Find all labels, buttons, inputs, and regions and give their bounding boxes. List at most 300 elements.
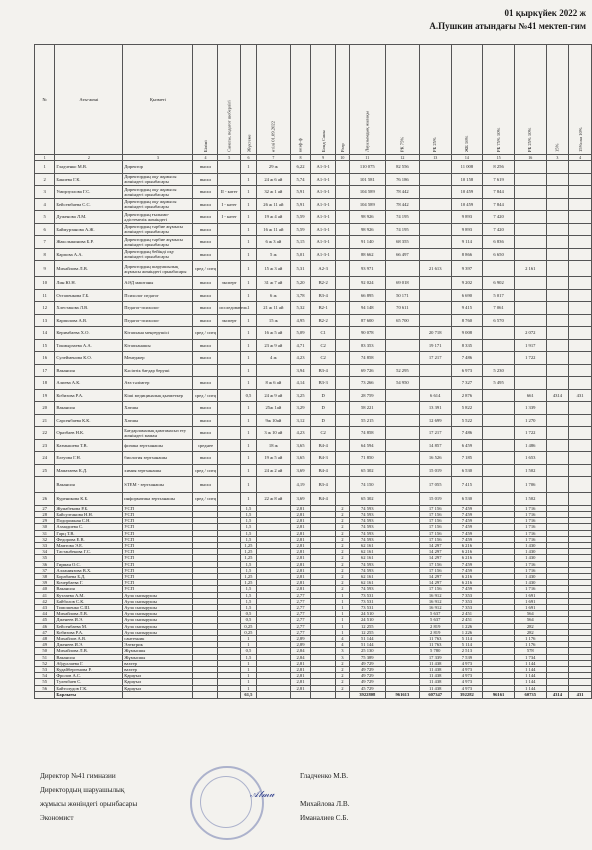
table-cell: 49 bbox=[35, 642, 55, 648]
table-cell: 2 bbox=[336, 586, 350, 592]
table-cell: Фролов А.С. bbox=[55, 673, 123, 679]
table-cell: Елеуова Г.Н. bbox=[55, 452, 123, 465]
table-cell: Кудайбергенова Р. bbox=[55, 666, 123, 672]
table-cell bbox=[483, 414, 515, 427]
table-cell: 11 438 bbox=[419, 666, 451, 672]
table-cell: 74 593 bbox=[349, 524, 385, 530]
table-cell: 1 716 bbox=[514, 536, 546, 542]
table-cell: 25ж 1ай bbox=[256, 402, 290, 415]
table-cell: эксперт bbox=[218, 277, 241, 290]
table-cell: В4-4 bbox=[311, 439, 336, 452]
table-cell: 1 722 bbox=[514, 427, 546, 440]
table-cell: Кітапхана меңгерушісі bbox=[123, 327, 193, 340]
table-cell: 110 075 bbox=[349, 161, 385, 174]
table-cell bbox=[385, 261, 419, 277]
table-cell: 33 bbox=[35, 542, 55, 548]
table-cell: 1 bbox=[336, 604, 350, 610]
table-cell: 87 600 bbox=[349, 314, 385, 327]
table-cell bbox=[218, 464, 241, 477]
table-cell: 16 ж 11 ай bbox=[256, 223, 290, 236]
table-cell: 578 bbox=[514, 648, 546, 654]
column-header: ЖБ 16% bbox=[451, 45, 483, 155]
table-cell: 6 216 bbox=[451, 573, 483, 579]
table-cell bbox=[419, 161, 451, 174]
table-cell: 78 442 bbox=[385, 186, 419, 199]
table-cell bbox=[546, 414, 569, 427]
table-cell: 9 893 bbox=[451, 223, 483, 236]
table-cell: 32 ж 1 ай bbox=[256, 186, 290, 199]
totals-cell bbox=[218, 691, 241, 698]
table-cell: 7 459 bbox=[451, 511, 483, 517]
table-cell: 2 bbox=[336, 679, 350, 685]
table-cell: 1 bbox=[241, 314, 257, 327]
table-cell: 74 593 bbox=[349, 561, 385, 567]
column-number: 15 bbox=[483, 155, 515, 161]
table-cell: 7 061 bbox=[483, 302, 515, 315]
table-cell: 4 973 bbox=[451, 660, 483, 666]
table-cell: 1 bbox=[241, 352, 257, 365]
table-cell: 74 593 bbox=[349, 530, 385, 536]
table-cell: В3-4 bbox=[311, 477, 336, 493]
table-cell bbox=[546, 477, 569, 493]
table-cell: 16 526 bbox=[419, 452, 451, 465]
table-cell: 66 497 bbox=[385, 248, 419, 261]
table-cell: 3,69 bbox=[290, 464, 310, 477]
table-cell: 17 156 bbox=[419, 567, 451, 573]
table-cell: Хатшы bbox=[123, 414, 193, 427]
table-cell bbox=[569, 302, 592, 315]
table-cell: 1 bbox=[241, 414, 257, 427]
table-cell: Токмырзаева А.А. bbox=[55, 339, 123, 352]
table-cell: 27 bbox=[35, 505, 55, 511]
table-cell: 62 161 bbox=[349, 542, 385, 548]
table-cell: 21 bbox=[35, 414, 55, 427]
table-cell: 2 513 bbox=[451, 648, 483, 654]
column-number: 7 bbox=[256, 155, 290, 161]
table-cell bbox=[218, 364, 241, 377]
table-cell bbox=[218, 477, 241, 493]
table-cell: 1,5 bbox=[241, 586, 257, 592]
table-cell: 431 bbox=[569, 389, 592, 402]
totals-cell: 961613 bbox=[385, 691, 419, 698]
table-cell: 55 bbox=[35, 679, 55, 685]
table-cell: Директордың тәрбие жұмысы жөніндегі орынбасары bbox=[123, 223, 193, 236]
table-cell bbox=[336, 277, 350, 290]
table-cell: 1 691 bbox=[514, 592, 546, 598]
table-cell: 104 589 bbox=[349, 186, 385, 199]
column-number: 14 bbox=[451, 155, 483, 161]
table-cell bbox=[514, 314, 546, 327]
column-header: РБ 75% 10% bbox=[483, 45, 515, 155]
table-cell: 18 ж bbox=[256, 439, 290, 452]
table-cell: 17 217 bbox=[419, 427, 451, 440]
table-cell bbox=[419, 198, 451, 211]
table-cell: 25 bbox=[35, 464, 55, 477]
table-row bbox=[35, 327, 592, 340]
table-cell: 10 bbox=[35, 277, 55, 290]
table-cell: высш bbox=[193, 402, 218, 415]
table-cell bbox=[546, 173, 569, 186]
table-cell bbox=[336, 198, 350, 211]
table-cell: 1 bbox=[241, 377, 257, 390]
handwritten-signature: 𝒜𝓁𝓂𝓊 bbox=[250, 790, 275, 800]
table-cell: Куреникова К.Б. bbox=[55, 493, 123, 506]
table-cell: 1,5 bbox=[241, 654, 257, 660]
table-cell: 5 495 bbox=[483, 377, 515, 390]
table-cell: 5,74 bbox=[290, 173, 310, 186]
table-cell: 3,25 bbox=[290, 389, 310, 402]
table-cell: Аула сыпырушы bbox=[123, 629, 193, 635]
table-cell: Лин Ю.Н. bbox=[55, 277, 123, 290]
column-header: Қызметі bbox=[123, 45, 193, 155]
table-cell: Директордың бейінді оқу жөніндегі орынбасары bbox=[123, 248, 193, 261]
table-cell: 2 bbox=[336, 685, 350, 691]
table-row bbox=[35, 364, 592, 377]
table-cell: 9 202 bbox=[451, 277, 483, 290]
table-cell: 73 266 bbox=[349, 377, 385, 390]
table-cell bbox=[569, 289, 592, 302]
table-cell: 1,5 bbox=[241, 604, 257, 610]
totals-cell: 607347 bbox=[419, 691, 451, 698]
table-cell: 1 430 bbox=[514, 549, 546, 555]
table-cell: 62 161 bbox=[349, 573, 385, 579]
column-number: 12 bbox=[385, 155, 419, 161]
table-cell: 5 017 bbox=[483, 289, 515, 302]
table-cell: 1,5 bbox=[241, 505, 257, 511]
table-cell bbox=[336, 439, 350, 452]
table-cell: 2 bbox=[336, 505, 350, 511]
table-cell: 6 ж 3 ай bbox=[256, 236, 290, 249]
table-cell: сред / спец bbox=[193, 493, 218, 506]
table-cell bbox=[569, 314, 592, 327]
table-cell: сантехник bbox=[123, 635, 193, 641]
column-header: коэф-ф bbox=[290, 45, 310, 155]
table-cell bbox=[483, 402, 515, 415]
table-cell bbox=[336, 427, 350, 440]
table-cell: 1 734 bbox=[514, 654, 546, 660]
table-cell: 17 156 bbox=[419, 586, 451, 592]
table-cell: 19 ж 5 ай bbox=[256, 452, 290, 465]
table-cell: 1 bbox=[241, 223, 257, 236]
table-cell bbox=[569, 452, 592, 465]
table-cell: 9 bbox=[35, 261, 55, 277]
table-cell: 3 bbox=[35, 186, 55, 199]
table-cell: 3,29 bbox=[290, 402, 310, 415]
table-cell bbox=[336, 248, 350, 261]
column-number: 5 bbox=[218, 155, 241, 161]
table-cell: УСП bbox=[123, 555, 193, 561]
table-cell bbox=[336, 464, 350, 477]
table-cell bbox=[218, 223, 241, 236]
table-cell: УСП bbox=[123, 536, 193, 542]
table-cell: 10 158 bbox=[451, 173, 483, 186]
table-cell: 11 438 bbox=[419, 673, 451, 679]
table-cell bbox=[218, 439, 241, 452]
table-cell: 35 bbox=[35, 555, 55, 561]
table-cell bbox=[514, 364, 546, 377]
table-cell: 1,5 bbox=[241, 567, 257, 573]
table-row bbox=[35, 186, 592, 199]
table-cell bbox=[35, 477, 55, 493]
table-cell: Кутлаева А.М. bbox=[55, 592, 123, 598]
table-cell: 90 078 bbox=[349, 327, 385, 340]
table-cell bbox=[336, 477, 350, 493]
table-cell: Аула сыпырушы bbox=[123, 604, 193, 610]
table-cell: 3 bbox=[336, 648, 350, 654]
table-cell bbox=[419, 289, 451, 302]
column-number: 10 bbox=[336, 155, 350, 161]
table-cell: 40 bbox=[35, 586, 55, 592]
table-cell: 6 530 bbox=[451, 493, 483, 506]
table-cell bbox=[514, 236, 546, 249]
table-cell: В2-1 bbox=[311, 302, 336, 315]
table-cell bbox=[569, 493, 592, 506]
table-cell: D bbox=[311, 389, 336, 402]
table-cell: А1-3-1 bbox=[311, 236, 336, 249]
column-number: 4 bbox=[569, 155, 592, 161]
table-cell: 4,23 bbox=[290, 352, 310, 365]
table-cell bbox=[336, 414, 350, 427]
table-cell: 7 459 bbox=[451, 518, 483, 524]
table-row bbox=[35, 302, 592, 315]
table-cell bbox=[514, 186, 546, 199]
table-cell: Дженеев И.Э. bbox=[55, 617, 123, 623]
table-cell: 16 ж 5 ай bbox=[256, 327, 290, 340]
table-cell: 6 ж bbox=[256, 289, 290, 302]
table-row bbox=[35, 477, 592, 493]
table-cell bbox=[483, 352, 515, 365]
table-cell: 7 486 bbox=[451, 427, 483, 440]
table-cell: 1,5 bbox=[241, 524, 257, 530]
table-cell: 7 459 bbox=[451, 567, 483, 573]
table-cell bbox=[218, 248, 241, 261]
table-cell bbox=[256, 364, 290, 377]
totals-cell: 4314 bbox=[546, 691, 569, 698]
totals-cell: 61,5 bbox=[241, 691, 257, 698]
table-cell: Директордың ғылыми-әдістемелік жөніндегі bbox=[123, 211, 193, 224]
table-cell: 2,89 bbox=[290, 635, 310, 641]
table-cell bbox=[385, 389, 419, 402]
table-cell: 9 415 bbox=[451, 302, 483, 315]
table-cell: 5 bbox=[35, 211, 55, 224]
column-header: Лауазымдық жалақы bbox=[349, 45, 385, 155]
table-cell bbox=[514, 277, 546, 290]
table-cell: 1,5 bbox=[241, 511, 257, 517]
table-cell bbox=[483, 493, 515, 506]
table-cell bbox=[546, 339, 569, 352]
table-cell: Карпилова А.В. bbox=[55, 314, 123, 327]
table-cell: Байболов С.К. bbox=[55, 598, 123, 604]
table-cell: Директордың тәрбие жұмысы жөніндегі орынбасары bbox=[123, 236, 193, 249]
table-cell: 51 144 bbox=[349, 642, 385, 648]
table-cell: 2,81 bbox=[290, 561, 310, 567]
column-number: 4 bbox=[193, 155, 218, 161]
table-cell: Директордың оқу жұмысы жөніндегі орынбасары bbox=[123, 186, 193, 199]
table-cell: В2-2 bbox=[311, 277, 336, 290]
table-cell: Дженеев И.Э. bbox=[55, 642, 123, 648]
table-cell: 4,19 bbox=[290, 477, 310, 493]
table-cell bbox=[546, 402, 569, 415]
table-cell: Сулейменова К.О. bbox=[55, 352, 123, 365]
table-cell bbox=[336, 493, 350, 506]
table-cell: 14 297 bbox=[419, 555, 451, 561]
table-cell: 0,25 bbox=[241, 629, 257, 635]
table-cell: Тимошенко С.Ш. bbox=[55, 604, 123, 610]
table-cell: Аула сыпырушы bbox=[123, 617, 193, 623]
table-cell: 7 486 bbox=[451, 352, 483, 365]
table-cell: 1,25 bbox=[241, 555, 257, 561]
table-cell bbox=[419, 248, 451, 261]
table-cell bbox=[385, 327, 419, 340]
table-cell bbox=[569, 236, 592, 249]
totals-cell bbox=[290, 691, 310, 698]
table-cell bbox=[336, 289, 350, 302]
table-cell: 1 bbox=[241, 493, 257, 506]
table-cell bbox=[483, 389, 515, 402]
table-cell bbox=[218, 452, 241, 465]
table-cell bbox=[569, 339, 592, 352]
table-cell: 50 bbox=[35, 648, 55, 654]
table-cell: 2,81 bbox=[290, 536, 310, 542]
table-cell: 6 459 bbox=[451, 439, 483, 452]
table-cell: 11 438 bbox=[419, 660, 451, 666]
table-cell: 6 902 bbox=[483, 277, 515, 290]
table-cell: В2-2 bbox=[311, 314, 336, 327]
table-cell: 2,77 bbox=[290, 629, 310, 635]
table-cell: УСП bbox=[123, 573, 193, 579]
totals-cell: Барлығы bbox=[55, 691, 123, 698]
table-cell: 4314 bbox=[546, 389, 569, 402]
table-cell: 1,25 bbox=[241, 549, 257, 555]
table-cell: 5,31 bbox=[290, 261, 310, 277]
column-header: Разр bbox=[336, 45, 350, 155]
table-cell: 2,81 bbox=[290, 505, 310, 511]
table-cell: 1,25 bbox=[241, 542, 257, 548]
table-cell: Кіші медициналық қызметкер bbox=[123, 389, 193, 402]
table-cell bbox=[569, 198, 592, 211]
table-cell: Ахмадиева С. bbox=[55, 524, 123, 530]
table-cell bbox=[218, 173, 241, 186]
table-cell: 6 614 bbox=[419, 389, 451, 402]
table-cell: 7 353 bbox=[451, 598, 483, 604]
table-cell: С2 bbox=[311, 427, 336, 440]
table-cell: 5,15 bbox=[290, 236, 310, 249]
table-cell: Бейсембаева С.С. bbox=[55, 198, 123, 211]
table-cell: 5,59 bbox=[290, 223, 310, 236]
table-cell: 2,81 bbox=[290, 542, 310, 548]
table-cell: 49 729 bbox=[349, 660, 385, 666]
table-cell: 11 763 bbox=[419, 642, 451, 648]
table-cell: 4 bbox=[336, 642, 350, 648]
table-cell: Умирзуллова Г.С. bbox=[55, 186, 123, 199]
table-cell: 15 019 bbox=[419, 493, 451, 506]
table-cell: 1,5 bbox=[241, 518, 257, 524]
table-cell bbox=[569, 186, 592, 199]
table-cell bbox=[336, 339, 350, 352]
table-cell: Дуженова Л.М. bbox=[55, 211, 123, 224]
table-cell: 12 bbox=[35, 302, 55, 315]
table-cell: 15 bbox=[35, 339, 55, 352]
table-cell bbox=[419, 173, 451, 186]
table-cell: 1 430 bbox=[514, 573, 546, 579]
table-cell: высш bbox=[193, 414, 218, 427]
table-cell: В4-4 bbox=[311, 464, 336, 477]
staff-table bbox=[34, 44, 592, 699]
table-cell bbox=[419, 377, 451, 390]
table-cell: 1 bbox=[241, 642, 257, 648]
table-cell: Гирман О.С. bbox=[55, 561, 123, 567]
table-cell bbox=[385, 339, 419, 352]
table-cell: Подорожная С.Н. bbox=[55, 518, 123, 524]
table-cell bbox=[546, 302, 569, 315]
table-cell: 1 716 bbox=[514, 524, 546, 530]
column-number: 8 bbox=[290, 155, 310, 161]
table-cell: 2 bbox=[336, 561, 350, 567]
table-cell: 1 176 bbox=[514, 642, 546, 648]
table-cell: 5 114 bbox=[451, 635, 483, 641]
table-cell: 12 699 bbox=[419, 414, 451, 427]
table-cell: 0,5 bbox=[241, 611, 257, 617]
table-cell: 13 bbox=[35, 314, 55, 327]
table-cell: Керимбаева Х.О. bbox=[55, 327, 123, 340]
table-cell: 1 176 bbox=[514, 635, 546, 641]
column-number: 16 bbox=[514, 155, 546, 161]
deputy-name: Михайлова Л.В. bbox=[300, 800, 350, 808]
table-cell: 5 ж bbox=[256, 248, 290, 261]
table-cell: 3 ж 10 ай bbox=[256, 427, 290, 440]
table-cell: 29 bbox=[35, 518, 55, 524]
table-cell: Вакансия bbox=[55, 477, 123, 493]
table-cell: 2 bbox=[336, 518, 350, 524]
table-cell: 7 353 bbox=[451, 592, 483, 598]
table-cell bbox=[546, 452, 569, 465]
table-cell: Михайлова Л.В. bbox=[55, 611, 123, 617]
table-cell: 29 ж bbox=[256, 161, 290, 174]
table-cell bbox=[385, 477, 419, 493]
table-cell: 2 161 bbox=[514, 261, 546, 277]
table-cell: STEM - зертханашы bbox=[123, 477, 193, 493]
table-cell bbox=[218, 289, 241, 302]
table-cell bbox=[569, 364, 592, 377]
table-cell: 2,81 bbox=[290, 586, 310, 592]
table-cell: 0,5 bbox=[241, 648, 257, 654]
table-cell: 74 593 bbox=[349, 518, 385, 524]
table-cell: А1-3-1 bbox=[311, 161, 336, 174]
table-cell bbox=[336, 364, 350, 377]
table-cell: Жакслыкинова Б.Р. bbox=[55, 236, 123, 249]
totals-cell bbox=[193, 691, 218, 698]
table-cell: 11 763 bbox=[419, 635, 451, 641]
table-cell: 1 716 bbox=[514, 511, 546, 517]
table-cell: Педагог-психолог bbox=[123, 302, 193, 315]
table-cell: 1 502 bbox=[514, 464, 546, 477]
table-cell: Бейсенбаева М. bbox=[55, 623, 123, 629]
table-cell: химия зертханашы bbox=[123, 464, 193, 477]
table-cell: 7 415 bbox=[451, 477, 483, 493]
table-cell: Федорова Е.В. bbox=[55, 536, 123, 542]
table-cell: 4,71 bbox=[290, 339, 310, 352]
table-cell bbox=[385, 414, 419, 427]
school-name: А.Пушкин атындағы №41 мектеп-гим bbox=[429, 21, 586, 31]
table-row bbox=[35, 198, 592, 211]
column-number: 6 bbox=[241, 155, 257, 161]
table-cell: 1 bbox=[241, 261, 257, 277]
table-cell: 2,77 bbox=[290, 592, 310, 598]
table-cell: 3,69 bbox=[290, 493, 310, 506]
table-cell: 3,94 bbox=[290, 364, 310, 377]
table-cell: 91 140 bbox=[349, 236, 385, 249]
table-cell: 49 729 bbox=[349, 673, 385, 679]
